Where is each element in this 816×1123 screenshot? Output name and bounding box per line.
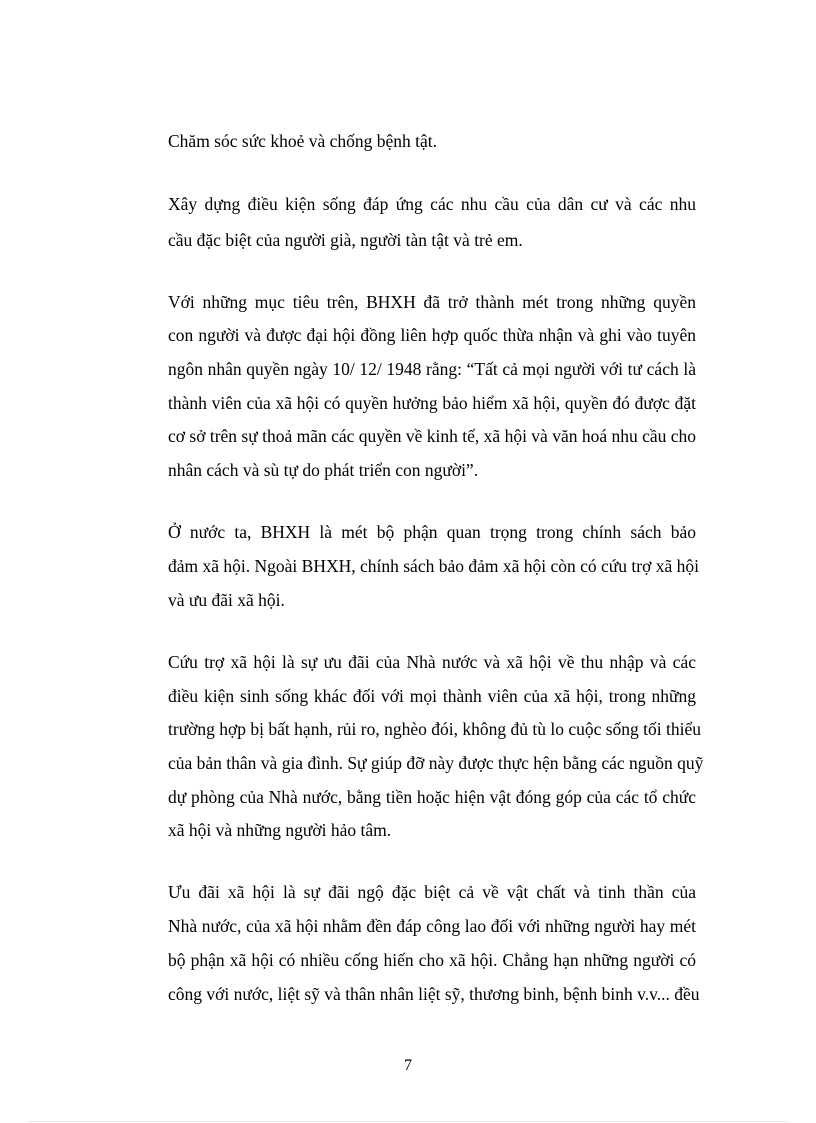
paragraph-5-line-4: của bản thân và gia đình. Sự giúp đỡ này được thực hện bằng các nguồn quỹ [168,753,704,773]
paragraph-5-line-2: điều kiện sinh sống khác đối với mọi thành viên của xã hội, trong những [168,686,696,706]
paragraph-5-line-3: trường hợp bị bất hạnh, rủi ro, nghèo đói, không đủ tù lo cuộc sống tối thiểu [168,719,701,739]
paragraph-6-line-4: công với nước, liệt sỹ và thân nhân liệt sỹ, thương binh, bệnh binh v.v... đều [168,984,700,1004]
paragraph-3-line-2: con người và được đại hội đồng liên hợp quốc thừa nhận và ghi vào tuyên [168,325,696,345]
paragraph-3-line-4: thành viên của xã hội có quyền hưởng bảo hiểm xã hội, quyền đó được đặt [168,393,696,413]
paragraph-6-line-3: bộ phận xã hội có nhiều cống hiến cho xã hội. Chẳng hạn những người có [168,950,696,970]
paragraph-2-line-1: Xây dựng điều kiện sống đáp ứng các nhu cầu của dân cư và các nhu [168,194,696,214]
paragraph-3-line-3: ngôn nhân quyền ngày 10/ 12/ 1948 rằng: “Tất cả mọi người với tư cách là [168,359,696,379]
paragraph-2-line-2: cầu đặc biệt của người già, người tàn tật và trẻ em. [168,230,523,250]
paragraph-6-line-2: Nhà nước, của xã hội nhằm đền đáp công lao đối với những người hay mét [168,916,696,936]
paragraph-3-line-1: Với những mục tiêu trên, BHXH đã trở thành mét trong những quyền [168,292,696,312]
page-bottom-divider [28,1121,788,1122]
paragraph-3-line-5: cơ sở trên sự thoả mãn các quyền về kinh tế, xã hội và văn hoá nhu cầu cho [168,426,697,446]
paragraph-4-line-2: đảm xã hội. Ngoài BHXH, chính sách bảo đảm xã hội còn có cứu trợ xã hội [168,556,699,576]
paragraph-4-line-3: và ưu đãi xã hội. [168,590,285,610]
paragraph-1-line-1: Chăm sóc sức khoẻ và chống bệnh tật. [168,131,438,151]
paragraph-5-line-6: xã hội và những người hảo tâm. [168,820,392,840]
paragraph-4-line-1: Ở nước ta, BHXH là mét bộ phận quan trọng trong chính sách bảo [168,522,696,542]
page-number: 7 [404,1057,412,1074]
paragraph-5-line-5: dự phòng của Nhà nước, bằng tiền hoặc hiện vật đóng góp của các tổ chức [168,787,696,807]
paragraph-5-line-1: Cứu trợ xã hội là sự ưu đãi của Nhà nước và xã hội về thu nhập và các [168,652,696,672]
paragraph-3-line-6: nhân cách và sù tự do phát triển con người”. [168,460,479,480]
paragraph-6-line-1: Ưu đãi xã hội là sự đãi ngộ đặc biệt cả về vật chất và tinh thần của [168,882,696,902]
